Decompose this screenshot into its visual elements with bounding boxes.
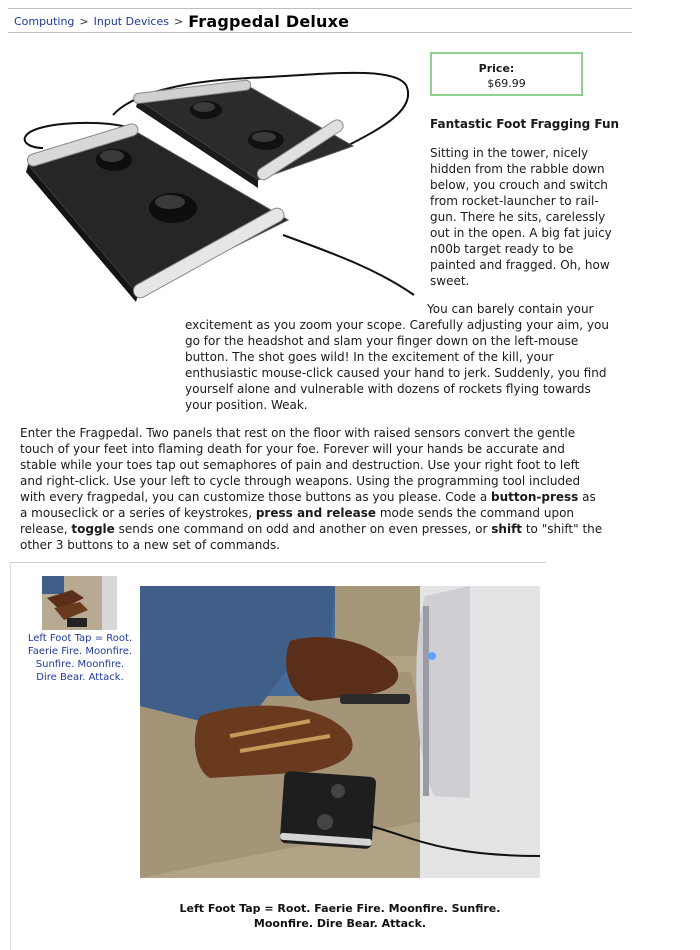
product-image-fragpedal (18, 70, 416, 318)
paragraph-line: n00b target ready to be (430, 242, 574, 256)
emphasis-toggle: toggle (71, 522, 115, 536)
breadcrumb-separator: > (79, 14, 89, 28)
paragraph-line: enthusiastic mouse-click caused your hand to jerk. Suddenly, you find (185, 366, 607, 380)
breadcrumb (14, 11, 349, 31)
paragraph-line: below, you crouch and switch (430, 178, 608, 192)
product-tagline: Fantastic Foot Fragging Fun (430, 117, 620, 131)
text-run: mode sends the command upon (376, 506, 575, 520)
text-run: release, (20, 522, 72, 536)
caption-line: Moonfire. Dire Bear. Attack. (253, 917, 427, 930)
thumbnail-caption[interactable]: Left Foot Tap = Root. Faerie Fire. Moonfire. Sunfire. Moonfire. Dire Bear. Attack. (27, 633, 133, 683)
paragraph-line: hidden from the rabble down (430, 162, 605, 176)
paragraph-line: your position. Weak. (185, 398, 308, 412)
price-label: Price: (478, 62, 515, 75)
price-box (430, 52, 583, 96)
page-title: Fragpedal Deluxe (188, 11, 350, 31)
paragraph-line: touch of your feet into flaming death for your foe. Forever will your hands be accurate and (20, 442, 565, 456)
text-run: to "shift" the (522, 522, 603, 536)
header-top-rule (8, 8, 632, 9)
price-value: $69.99 (487, 77, 526, 90)
paragraph-line: You can barely contain your (427, 302, 594, 316)
text-run: as (578, 490, 596, 504)
paragraph-line: painted and fragged. Oh, how (430, 258, 610, 272)
paragraph-line: other 3 buttons to a new set of commands. (20, 538, 281, 552)
paragraph-line: sweet. (430, 274, 470, 288)
emphasis-press-and-release: press and release (255, 506, 377, 520)
paragraph-line: button. The shot goes wild! In the excitement of the kill, your (185, 350, 554, 364)
emphasis-button-press: button-press (491, 490, 579, 504)
main-photo-caption (150, 901, 530, 931)
story-paragraph (185, 301, 635, 413)
paragraph-line: out in the open. A big fat juicy (430, 226, 612, 240)
gallery-top-rule (10, 562, 546, 563)
paragraph-line: gun. There he sits, carelessly (430, 210, 606, 224)
paragraph-line: go for the headshot and slam your finger down on the left-mouse (185, 334, 579, 348)
paragraph-line: yourself alone and vulnerable with dozens of rockets flying towards (185, 382, 591, 396)
paragraph-line: and right-click. Use your left to cycle through weapons. Using the programming tool included (20, 474, 581, 488)
intro-paragraph (430, 145, 645, 289)
breadcrumb-link-input-devices[interactable]: Input Devices (93, 14, 169, 28)
text-run: with every fragpedal, you can customize those buttons as you please. Code a (20, 490, 491, 504)
paragraph-line (20, 505, 640, 521)
caption-line: Left Foot Tap = Root. Faerie Fire. Moonfire. Sunfire. (179, 902, 501, 915)
text-run: a mouseclick or a series of keystrokes, (20, 506, 256, 520)
paragraph-line: excitement as you zoom your scope. Carefully adjusting your aim, you (185, 318, 609, 332)
header-bottom-rule (8, 32, 632, 33)
emphasis-shift: shift (491, 522, 523, 536)
feature-paragraph (20, 425, 640, 553)
paragraph-line: stable while your toes tap out semaphores of pain and destruction. Use your right foot to left (20, 458, 580, 472)
paragraph-line: from rocket-launcher to rail- (430, 194, 599, 208)
paragraph-line: Enter the Fragpedal. Two panels that rest on the floor with raised sensors convert the gentle (20, 426, 576, 440)
breadcrumb-link-computing[interactable]: Computing (14, 14, 75, 28)
paragraph-line (20, 489, 640, 505)
gallery-main-photo (140, 586, 540, 878)
gallery-left-rule (10, 562, 11, 950)
paragraph-line (20, 521, 640, 537)
text-run: sends one command on odd and another on even presses, or (114, 522, 492, 536)
paragraph-line: Sitting in the tower, nicely (430, 146, 589, 160)
breadcrumb-separator: > (173, 14, 184, 28)
gallery-thumbnail[interactable] (42, 576, 117, 630)
